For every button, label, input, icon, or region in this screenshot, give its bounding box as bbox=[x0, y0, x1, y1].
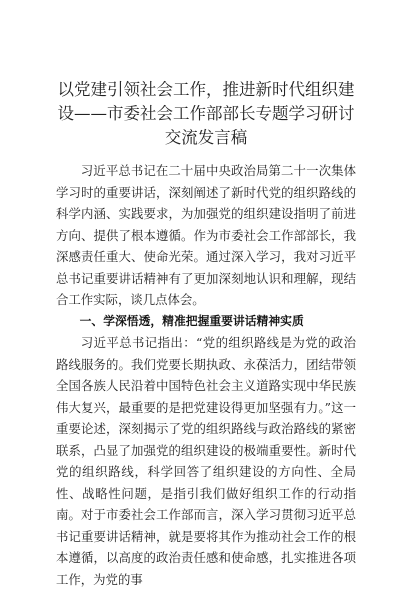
document-title: 以党建引领社会工作，推进新时代组织建设——市委社会工作部部长专题学习研讨交流发言稿 bbox=[57, 80, 355, 147]
body-paragraph: 习近平总书记指出：“党的组织路线是为党的政治路线服务的。我们党要长期执政、永葆活力，团结带领全国各族人民沿着中国特色社会主义道路实现中华民族伟大复兴，最重要的是把党建设得更加坚强有力。”这一重要论述，深刻揭示了党的组织路线与政治路线的紧密联系，凸显了加强党的组织建设的极端重要性。新时代党的组织路线，科学回答了组织建设的方向性、全局性、战略性问题，是指引我们做好组织工作的行动指南。对于市委社会工作部而言，深入学习贯彻习近平总书记重要讲话精神，就是要将其作为推动社会工作的根本遵循，以高度的政治责任感和使命感，扎实推进各项工作，为党的事 bbox=[56, 335, 356, 587]
intro-paragraph: 习近平总书记在二十届中央政治局第二十一次集体学习时的重要讲话，深刻阐述了新时代党的组织路线的科学内涵、实践要求，为加强党的组织建设指明了前进方向、提供了根本遵循。作为市委社会工作部部长，我深感责任重大、使命光荣。通过深入学习，我对习近平总书记重要讲话精神有了更加深刻地认识和理解，现结合工作实际，谈几点体会。 bbox=[56, 163, 356, 307]
document-body bbox=[56, 160, 356, 590]
document-page bbox=[56, 78, 356, 590]
section-heading: 一、学深悟透，精准把握重要讲话精神实质 bbox=[79, 313, 304, 328]
